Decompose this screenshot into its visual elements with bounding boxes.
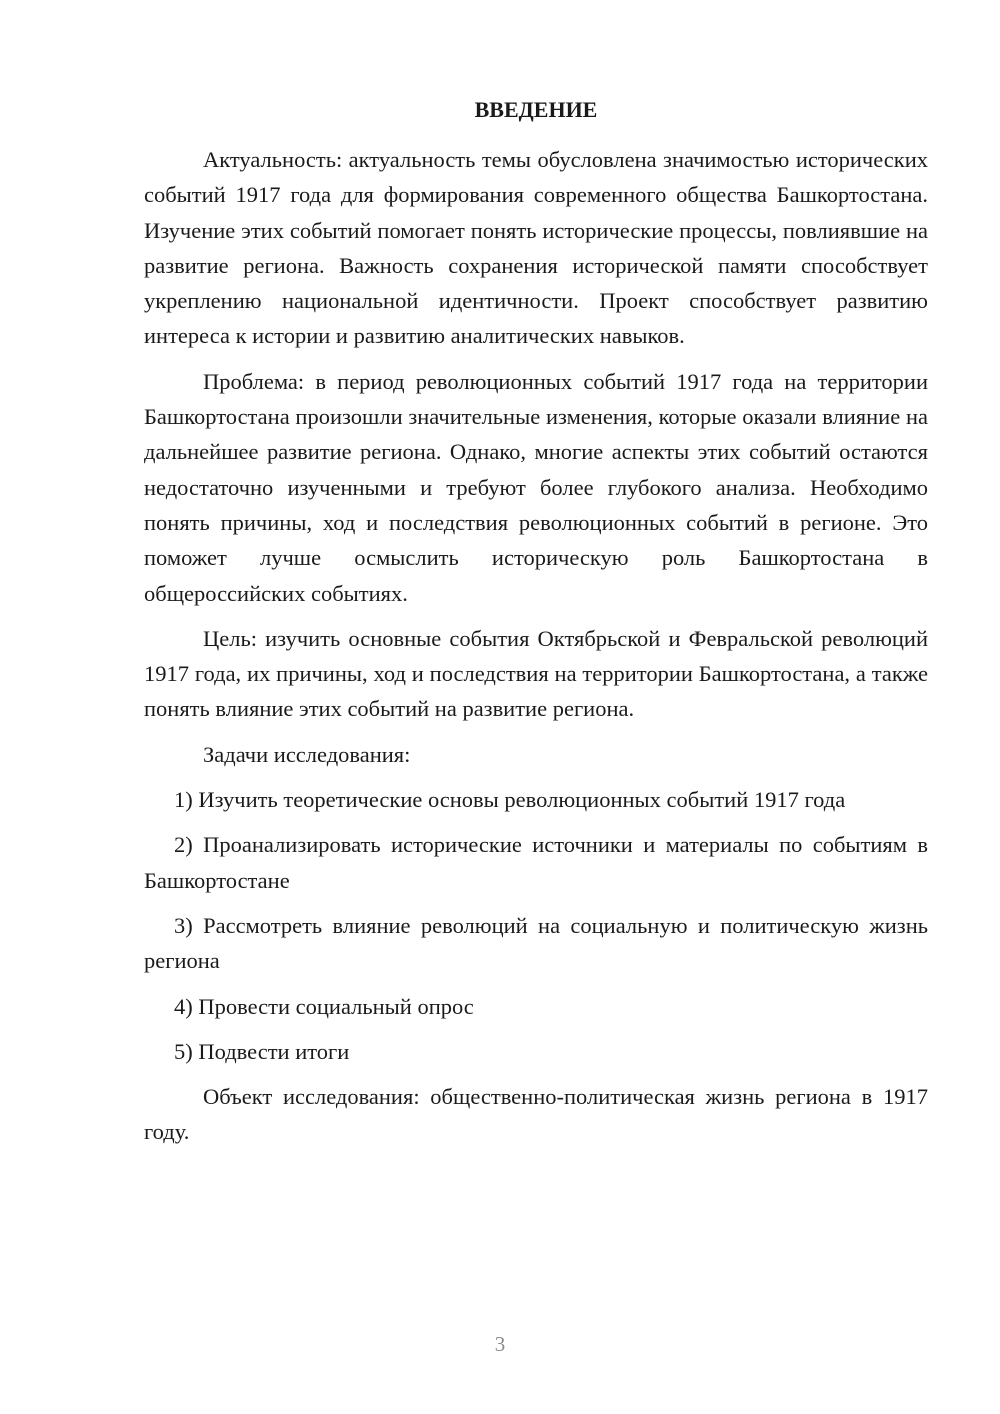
tasks-heading: Задачи исследования: bbox=[203, 741, 411, 767]
task-item: 4) Провести социальный опрос bbox=[174, 993, 474, 1019]
page-number: 3 bbox=[494, 1332, 506, 1356]
document-page bbox=[144, 92, 928, 1160]
task-item: 5) Подвести итоги bbox=[174, 1038, 350, 1064]
task-item: 1) Изучить теоретические основы революционных событий 1917 года bbox=[174, 787, 846, 813]
object-paragraph: Объект исследования: общественно-политическая жизнь региона в 1917 году. bbox=[144, 1084, 928, 1145]
problem-paragraph: Проблема: в период революционных событий 1917 года на территории Башкортостана произошли значительные изменения, которые оказали влияние на дальнейшее развитие региона. Однако, многие аспекты этих событий остаются недостаточно изученными и требуют более глубокого анализа. Необходимо понять причины, ход и последствия революционных событий в регионе. Это поможет лучше осмыслить историческую роль Башкортостана в общероссийских событиях. bbox=[144, 368, 928, 606]
relevance-paragraph: Актуальность: актуальность темы обусловлена значимостью исторических событий 1917 года для формирования современного общества Башкортостана. Изучение этих событий помогает понять исторические процессы, повлиявшие на развитие региона. Важность сохранения исторической памяти способствует укреплению национальной идентичности. Проект способствует развитию интереса к истории и развитию аналитических навыков. bbox=[144, 147, 928, 349]
goal-paragraph: Цель: изучить основные события Октябрьской и Февральской революций 1917 года, их причины, ход и последствия на территории Башкортостана, а также понять влияние этих событий на развитие региона. bbox=[144, 625, 928, 722]
section-heading: ВВЕДЕНИЕ bbox=[474, 97, 598, 122]
task-item: 3) Рассмотреть влияние революций на социальную и политическую жизнь региона bbox=[144, 912, 928, 974]
task-item: 2) Проанализировать исторические источники и материалы по событиям в Башкортостане bbox=[144, 832, 928, 893]
